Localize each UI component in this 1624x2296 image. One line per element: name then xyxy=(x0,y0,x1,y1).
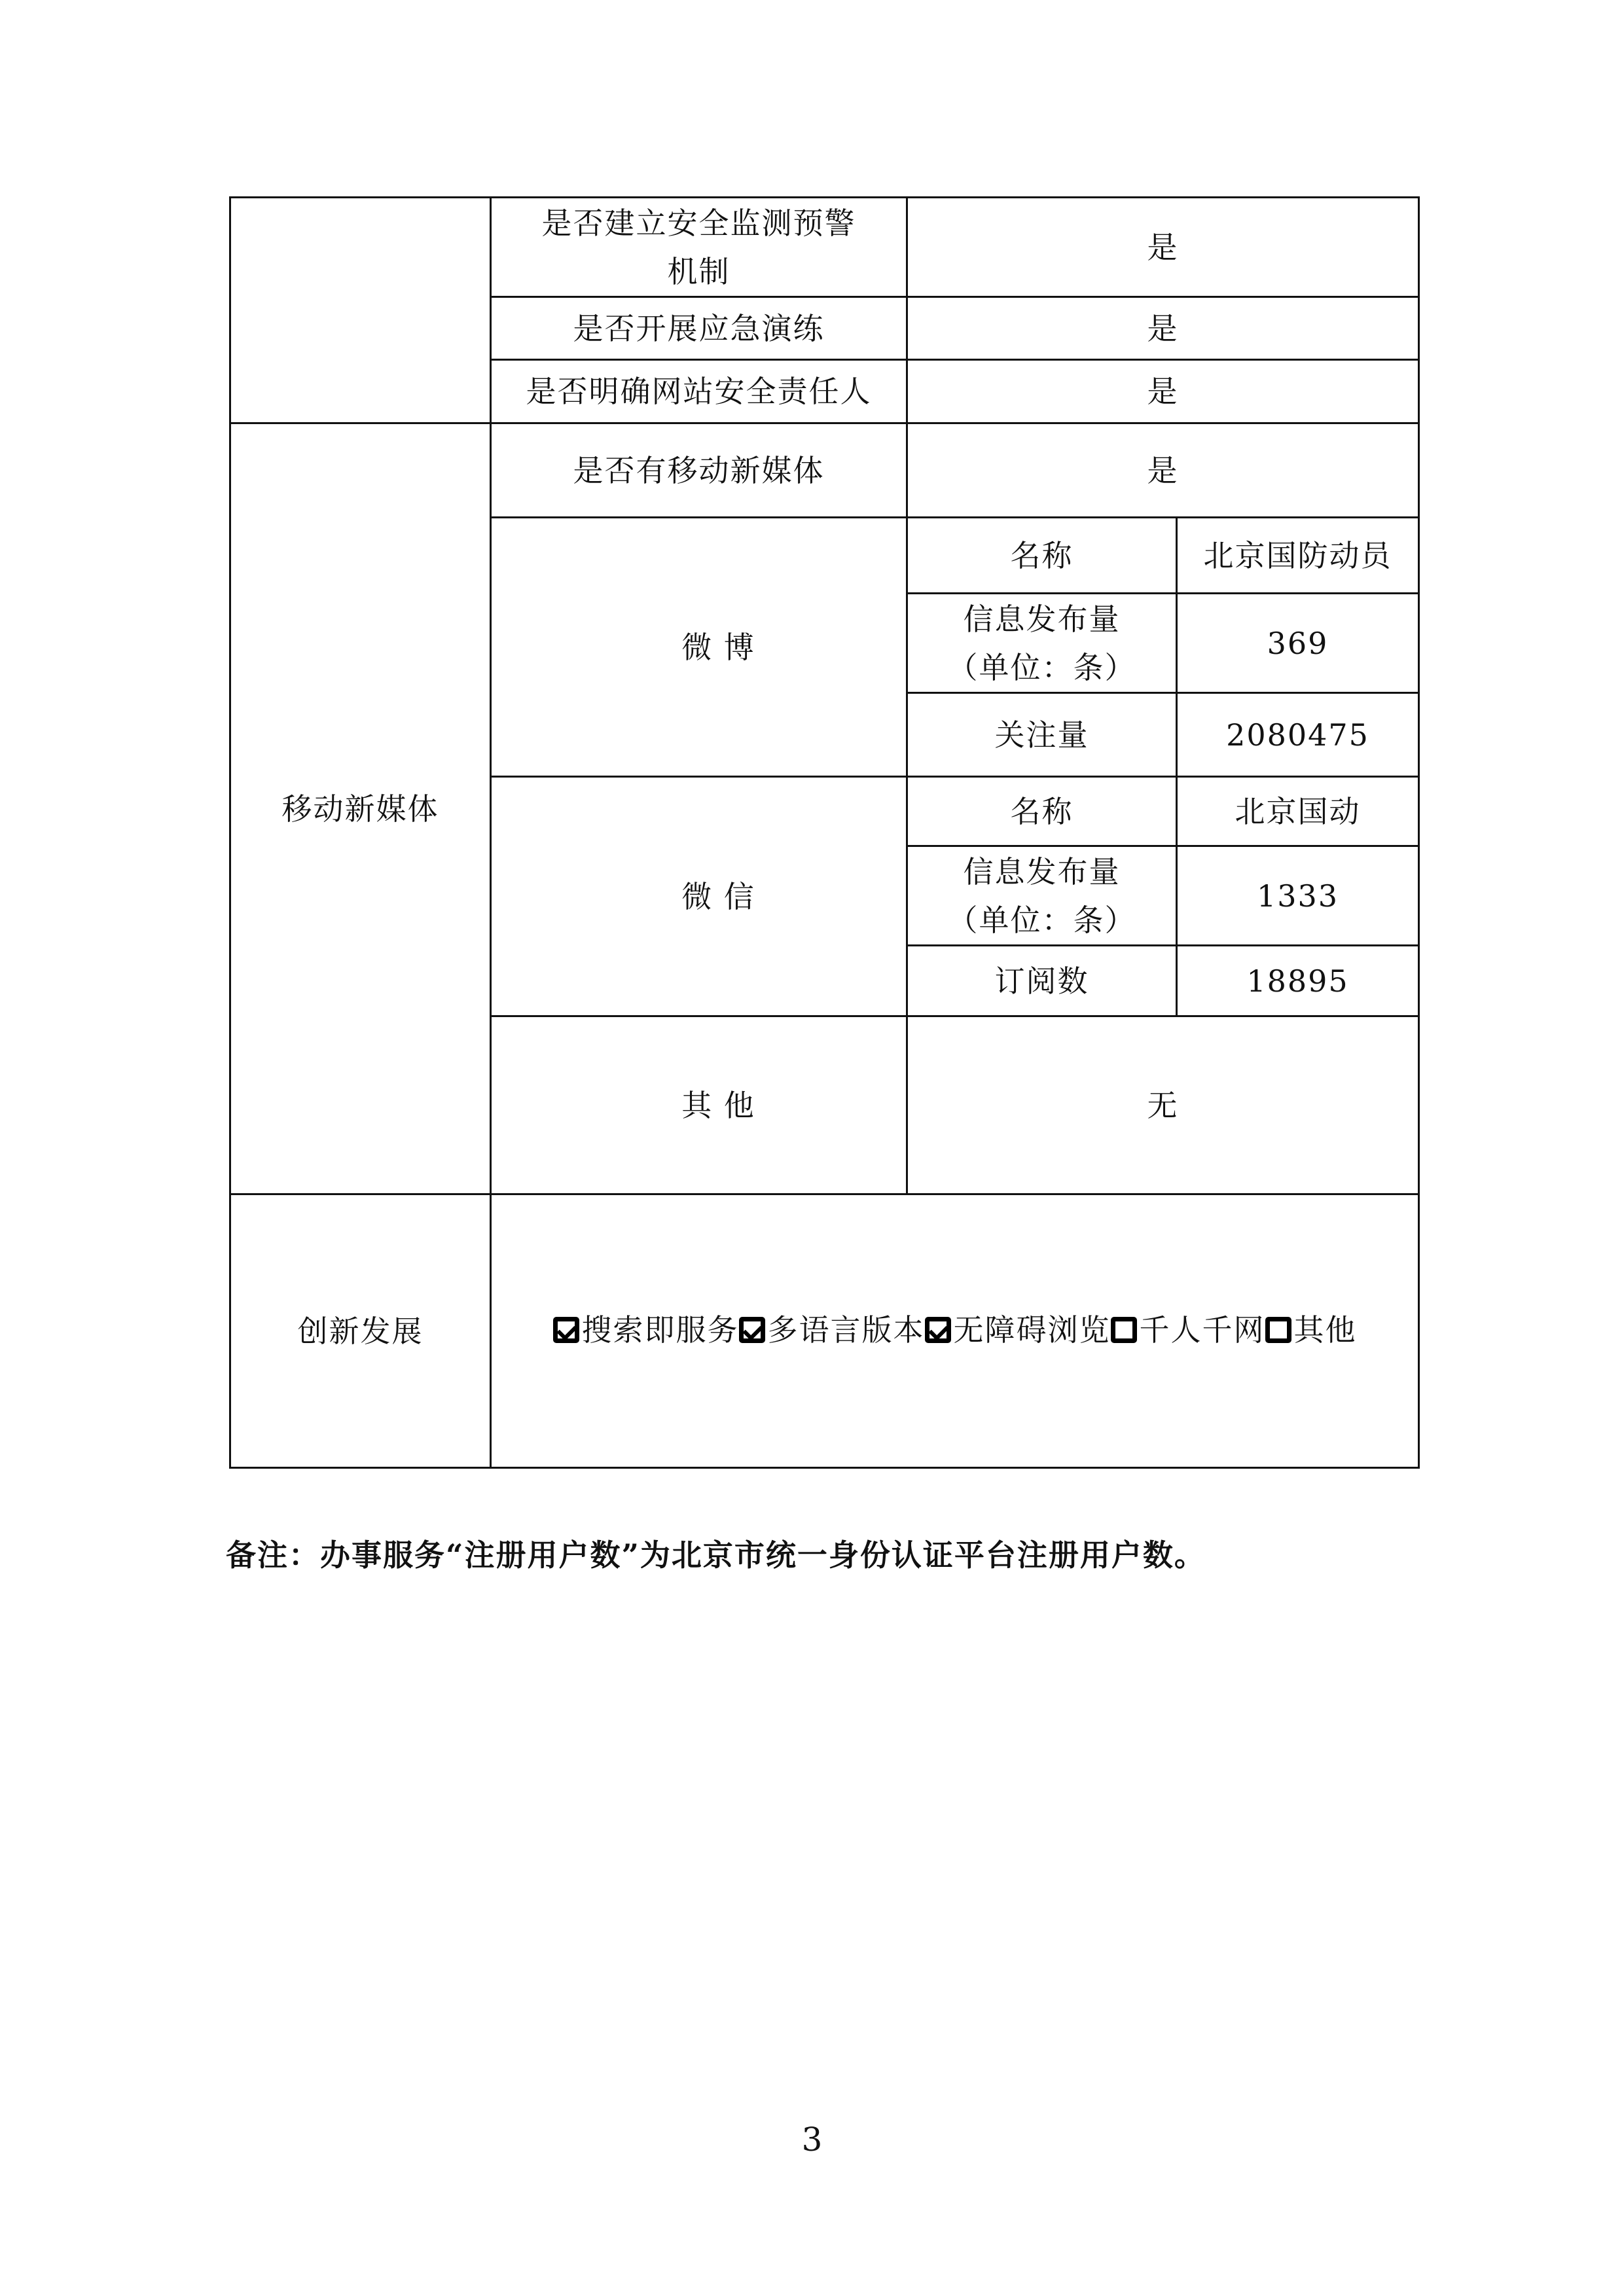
option-label: 千人千网 xyxy=(1139,1312,1265,1348)
innovation-options xyxy=(491,1194,1419,1468)
weibo-followers-label: 关注量 xyxy=(907,693,1177,777)
weibo-followers-value: 2080475 xyxy=(1177,693,1419,777)
responsible-label: 是否明确网站安全责任人 xyxy=(491,360,907,423)
checkbox-icon[interactable] xyxy=(1111,1317,1137,1343)
weibo-posts-label xyxy=(907,594,1177,693)
weibo-label: 微 博 xyxy=(491,518,907,777)
wechat-posts-label xyxy=(907,846,1177,946)
wechat-name-value: 北京国动 xyxy=(1177,777,1419,846)
page-number: 3 xyxy=(801,2121,823,2159)
checkbox-icon[interactable] xyxy=(925,1317,951,1343)
monitor-label: 是否建立安全监测预警机制 xyxy=(491,198,907,297)
wechat-label: 微 信 xyxy=(491,777,907,1016)
option-label: 无障碍浏览 xyxy=(953,1312,1111,1348)
option-search-as-service[interactable] xyxy=(553,1306,739,1354)
checkbox-icon[interactable] xyxy=(1265,1317,1291,1343)
option-label: 其他 xyxy=(1293,1312,1357,1348)
responsible-value: 是 xyxy=(907,360,1419,423)
option-multilingual[interactable] xyxy=(739,1306,925,1354)
other-label: 其 他 xyxy=(491,1016,907,1194)
row-mobile-has xyxy=(230,423,1419,518)
option-personalized[interactable] xyxy=(1111,1306,1265,1354)
wechat-subscribers-label: 订阅数 xyxy=(907,946,1177,1016)
wechat-name-label: 名称 xyxy=(907,777,1177,846)
wechat-posts-label-line1: 信息发布量 xyxy=(963,853,1121,889)
security-section-cell xyxy=(230,198,491,423)
wechat-posts-value: 1333 xyxy=(1177,846,1419,946)
weibo-posts-value: 369 xyxy=(1177,594,1419,693)
option-label: 多语言版本 xyxy=(767,1312,925,1348)
weibo-name-value: 北京国防动员 xyxy=(1177,518,1419,594)
other-value: 无 xyxy=(907,1016,1419,1194)
checkbox-icon[interactable] xyxy=(739,1317,765,1343)
checkbox-icon[interactable] xyxy=(553,1317,579,1343)
mobile-section-label: 移动新媒体 xyxy=(230,423,491,1194)
row-security-monitor xyxy=(230,198,1419,297)
mobile-has-label: 是否有移动新媒体 xyxy=(491,423,907,518)
mobile-has-value: 是 xyxy=(907,423,1419,518)
option-other[interactable] xyxy=(1265,1306,1357,1354)
row-innovation xyxy=(230,1194,1419,1468)
drill-label: 是否开展应急演练 xyxy=(491,297,907,360)
wechat-posts-label-line2: （单位：条） xyxy=(947,902,1136,938)
weibo-name-label: 名称 xyxy=(907,518,1177,594)
monitor-value: 是 xyxy=(907,198,1419,297)
option-accessibility[interactable] xyxy=(925,1306,1111,1354)
report-table xyxy=(229,196,1420,1469)
option-label: 搜索即服务 xyxy=(581,1312,739,1348)
innovation-label: 创新发展 xyxy=(230,1194,491,1468)
footnote: 备注：办事服务“注册用户数”为北京市统一身份认证平台注册用户数。 xyxy=(226,1537,1206,1573)
drill-value: 是 xyxy=(907,297,1419,360)
weibo-posts-label-line2: （单位：条） xyxy=(947,649,1136,685)
wechat-subscribers-value: 18895 xyxy=(1177,946,1419,1016)
weibo-posts-label-line1: 信息发布量 xyxy=(963,601,1121,637)
